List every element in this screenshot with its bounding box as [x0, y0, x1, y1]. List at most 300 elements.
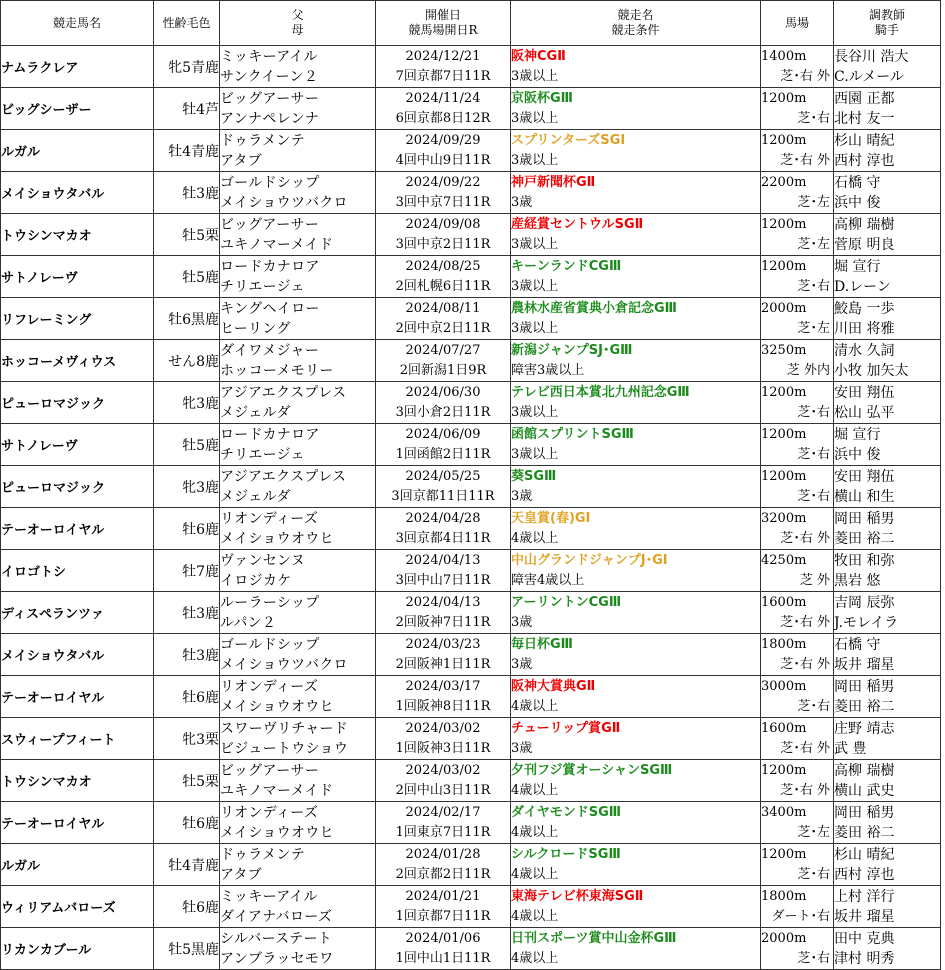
date-cell: [376, 256, 511, 298]
venue-day-race: 2回新潟1日9R: [399, 362, 487, 378]
table-row: [1, 886, 941, 928]
jockey-name: 西村 淳也: [834, 866, 895, 883]
header-dam: 母: [291, 23, 304, 37]
race-cell: [511, 844, 761, 886]
track-surface: 芝･右 外: [780, 530, 830, 546]
race-name: ダイヤモンドSGⅢ: [511, 804, 622, 820]
race-name: 夕刊フジ賞オーシャンSGⅢ: [511, 762, 673, 778]
jockey-name: 横山 和生: [834, 488, 895, 505]
course-cell: [761, 382, 834, 424]
date-cell: [376, 214, 511, 256]
date-cell: [376, 718, 511, 760]
staff-cell: [834, 172, 941, 214]
trainer-name: 長谷川 浩大: [834, 48, 909, 65]
venue-day-race: 1回中山1日11R: [395, 950, 491, 966]
track-surface: 芝･右 外: [780, 152, 830, 168]
race-condition: 4歳以上: [511, 908, 559, 924]
age-sex-color: 牝3鹿: [154, 382, 220, 424]
track-surface: 芝･左: [797, 320, 830, 336]
course-cell: [761, 592, 834, 634]
horse-name: リカンカブール: [1, 928, 154, 970]
race-condition: 障害4歳以上: [511, 572, 585, 588]
sire-name: ミッキーアイル: [220, 888, 318, 905]
horse-name: リフレーミング: [1, 298, 154, 340]
race-name: 京阪杯GⅢ: [511, 90, 573, 106]
parents-cell: [220, 88, 376, 130]
date-cell: [376, 424, 511, 466]
venue-day-race: 2回札幌6日11R: [395, 278, 491, 294]
header-sire: 父: [291, 8, 304, 22]
age-sex-color: 牡6鹿: [154, 676, 220, 718]
header-date: [376, 1, 511, 46]
race-condition: 4歳以上: [511, 866, 559, 882]
parents-cell: [220, 760, 376, 802]
parents-cell: [220, 256, 376, 298]
race-date: 2024/03/17: [405, 678, 481, 694]
header-agesex: 性齢毛色: [154, 1, 220, 46]
header-race: [511, 1, 761, 46]
course-cell: [761, 718, 834, 760]
date-cell: [376, 46, 511, 88]
course-cell: [761, 214, 834, 256]
jockey-name: D.レーン: [834, 278, 891, 295]
trainer-name: 高柳 瑞樹: [834, 216, 895, 233]
trainer-name: 吉岡 辰弥: [834, 594, 895, 611]
race-condition: 3歳: [511, 656, 533, 672]
parents-cell: [220, 718, 376, 760]
dam-name: メイショウオウヒ: [220, 530, 334, 547]
dam-name: メジェルダ: [220, 404, 291, 421]
table-row: [1, 214, 941, 256]
venue-day-race: 1回函館2日11R: [395, 446, 491, 462]
race-date: 2024/03/23: [405, 636, 481, 652]
sire-name: ドゥラメンテ: [220, 132, 306, 149]
race-date: 2024/04/13: [405, 552, 481, 568]
date-cell: [376, 886, 511, 928]
venue-day-race: 2回中山3日11R: [395, 782, 491, 798]
race-distance: 4250m: [761, 552, 807, 568]
venue-day-race: 2回京都2日11R: [395, 866, 491, 882]
race-date: 2024/11/24: [405, 90, 481, 106]
race-condition: 4歳以上: [511, 698, 559, 714]
parents-cell: [220, 508, 376, 550]
course-cell: [761, 46, 834, 88]
venue-day-race: 3回中京7日11R: [395, 194, 491, 210]
race-distance: 1800m: [761, 636, 807, 652]
staff-cell: [834, 130, 941, 172]
race-cell: [511, 466, 761, 508]
race-distance: 3250m: [761, 342, 807, 358]
jockey-name: 菱田 裕二: [834, 530, 895, 547]
horse-name: トウシンマカオ: [1, 760, 154, 802]
race-distance: 1600m: [761, 594, 807, 610]
race-date: 2024/01/28: [405, 846, 481, 862]
horse-name: ホッコーメヴィウス: [1, 340, 154, 382]
venue-day-race: 3回小倉2日11R: [395, 404, 491, 420]
staff-cell: [834, 382, 941, 424]
parents-cell: [220, 886, 376, 928]
dam-name: サンクイーン２: [220, 68, 319, 85]
race-date: 2024/09/29: [405, 132, 481, 148]
staff-cell: [834, 718, 941, 760]
race-condition: 3歳以上: [511, 320, 559, 336]
sire-name: ダイワメジャー: [220, 342, 320, 359]
race-condition: 3歳以上: [511, 236, 559, 252]
venue-day-race: 6回京都8日12R: [395, 110, 491, 126]
venue-day-race: 1回東京7日11R: [395, 824, 491, 840]
age-sex-color: 牡3鹿: [154, 172, 220, 214]
race-cell: [511, 130, 761, 172]
age-sex-color: 牡5鹿: [154, 424, 220, 466]
staff-cell: [834, 466, 941, 508]
course-cell: [761, 676, 834, 718]
date-cell: [376, 802, 511, 844]
race-date: 2024/03/02: [405, 720, 481, 736]
jockey-name: 津村 明秀: [834, 950, 895, 967]
parents-cell: [220, 298, 376, 340]
table-body: [1, 46, 941, 970]
track-surface: 芝 外内: [786, 362, 830, 378]
race-name: 葵SGⅢ: [511, 468, 557, 484]
race-date: 2024/04/28: [405, 510, 481, 526]
staff-cell: [834, 886, 941, 928]
track-surface: 芝･右: [797, 446, 830, 462]
horse-name: ルガル: [1, 844, 154, 886]
trainer-name: 安田 翔伍: [834, 468, 895, 485]
trainer-name: 清水 久詞: [834, 342, 895, 359]
date-cell: [376, 634, 511, 676]
staff-cell: [834, 340, 941, 382]
race-distance: 3200m: [761, 510, 807, 526]
dam-name: ユキノマーメイド: [220, 236, 334, 253]
race-date: 2024/05/25: [405, 468, 481, 484]
trainer-name: 上村 洋行: [834, 888, 895, 905]
staff-cell: [834, 508, 941, 550]
age-sex-color: 牡6黒鹿: [154, 298, 220, 340]
dam-name: メイショウオウヒ: [220, 698, 334, 715]
race-name: 日刊スポーツ賞中山金杯GⅢ: [511, 930, 677, 946]
jockey-name: 坂井 瑠星: [834, 908, 895, 925]
sire-name: ルーラーシップ: [220, 594, 320, 611]
race-distance: 1200m: [761, 384, 807, 400]
race-name: 函館スプリントSGⅢ: [511, 426, 634, 442]
venue-day-race: 3回京都11日11R: [391, 488, 495, 504]
horse-name: メイショウタバル: [1, 634, 154, 676]
date-cell: [376, 466, 511, 508]
sire-name: ゴールドシップ: [220, 636, 320, 653]
track-surface: 芝 外: [799, 572, 830, 588]
sire-name: リオンディーズ: [220, 804, 319, 821]
race-cell: [511, 298, 761, 340]
track-surface: 芝･左: [797, 824, 830, 840]
header-course: 馬場: [761, 1, 834, 46]
dam-name: ルパン２: [220, 614, 277, 631]
race-date: 2024/06/30: [405, 384, 481, 400]
venue-day-race: 2回阪神1日11R: [395, 656, 491, 672]
header-parents: [220, 1, 376, 46]
track-surface: 芝･右: [797, 488, 830, 504]
track-surface: 芝･右: [797, 866, 830, 882]
parents-cell: [220, 340, 376, 382]
trainer-name: 石橋 守: [834, 174, 881, 191]
race-date: 2024/08/25: [405, 258, 481, 274]
jockey-name: 川田 将雅: [834, 320, 895, 337]
race-date: 2024/03/02: [405, 762, 481, 778]
staff-cell: [834, 634, 941, 676]
dam-name: ホッコーメモリー: [220, 362, 334, 379]
jockey-name: 横山 武史: [834, 782, 895, 799]
race-cell: [511, 46, 761, 88]
parents-cell: [220, 634, 376, 676]
horse-name: サトノレーヴ: [1, 256, 154, 298]
staff-cell: [834, 424, 941, 466]
race-distance: 2200m: [761, 174, 807, 190]
table-row: [1, 802, 941, 844]
parents-cell: [220, 592, 376, 634]
dam-name: アタブ: [220, 152, 262, 169]
table-row: [1, 466, 941, 508]
venue-day-race: 7回京都7日11R: [395, 68, 491, 84]
table-row: [1, 256, 941, 298]
staff-cell: [834, 46, 941, 88]
race-condition: 4歳以上: [511, 950, 559, 966]
race-distance: 2000m: [761, 300, 807, 316]
age-sex-color: 牡4青鹿: [154, 844, 220, 886]
race-name: キーンランドCGⅢ: [511, 258, 622, 274]
race-cell: [511, 340, 761, 382]
race-condition: 3歳以上: [511, 68, 559, 84]
jockey-name: 菱田 裕二: [834, 698, 895, 715]
sire-name: ロードカナロア: [220, 426, 320, 443]
age-sex-color: 牡5鹿: [154, 256, 220, 298]
sire-name: ビッグアーサー: [220, 762, 320, 779]
sire-name: キングヘイロー: [220, 300, 320, 317]
course-cell: [761, 886, 834, 928]
table-row: [1, 508, 941, 550]
venue-day-race: 3回中山7日11R: [395, 572, 491, 588]
jockey-name: J.モレイラ: [834, 614, 899, 631]
header-horse: 競走馬名: [1, 1, 154, 46]
race-date: 2024/12/21: [405, 48, 481, 64]
race-date: 2024/08/11: [405, 300, 481, 316]
dam-name: アンナペレンナ: [220, 110, 320, 127]
trainer-name: 岡田 稲男: [834, 510, 895, 527]
sire-name: ドゥラメンテ: [220, 846, 306, 863]
parents-cell: [220, 130, 376, 172]
parents-cell: [220, 172, 376, 214]
race-condition: 3歳以上: [511, 446, 559, 462]
horse-name: ピューロマジック: [1, 382, 154, 424]
race-cell: [511, 550, 761, 592]
table-row: [1, 928, 941, 970]
table-row: [1, 88, 941, 130]
horse-name: ウィリアムバローズ: [1, 886, 154, 928]
trainer-name: 高柳 瑞樹: [834, 762, 895, 779]
race-distance: 1200m: [761, 90, 807, 106]
trainer-name: 岡田 稲男: [834, 678, 895, 695]
race-date: 2024/01/06: [405, 930, 481, 946]
course-cell: [761, 550, 834, 592]
table-row: [1, 550, 941, 592]
trainer-name: 杉山 晴紀: [834, 132, 895, 149]
horse-name: ルガル: [1, 130, 154, 172]
jockey-name: 武 豊: [834, 740, 867, 757]
date-cell: [376, 760, 511, 802]
age-sex-color: 牡3鹿: [154, 634, 220, 676]
race-distance: 1600m: [761, 720, 807, 736]
race-condition: 3歳以上: [511, 278, 559, 294]
dam-name: ヒーリング: [220, 320, 291, 337]
trainer-name: 堀 宣行: [834, 426, 881, 443]
parents-cell: [220, 676, 376, 718]
race-name: 農林水産省賞典小倉記念GⅢ: [511, 300, 677, 316]
track-surface: 芝･右: [797, 698, 830, 714]
dam-name: メジェルダ: [220, 488, 291, 505]
date-cell: [376, 130, 511, 172]
age-sex-color: 牡6鹿: [154, 802, 220, 844]
race-distance: 1200m: [761, 426, 807, 442]
sire-name: リオンディーズ: [220, 510, 319, 527]
table-header: [1, 1, 941, 46]
race-name: 毎日杯GⅢ: [511, 636, 573, 652]
parents-cell: [220, 424, 376, 466]
dam-name: チリエージェ: [220, 446, 305, 463]
race-cell: [511, 256, 761, 298]
course-cell: [761, 340, 834, 382]
race-distance: 3400m: [761, 804, 807, 820]
race-condition: 3歳以上: [511, 110, 559, 126]
jockey-name: 浜中 俊: [834, 194, 881, 211]
venue-day-race: 2回阪神7日11R: [395, 614, 491, 630]
header-staff: [834, 1, 941, 46]
race-cell: [511, 676, 761, 718]
horse-name: テーオーロイヤル: [1, 676, 154, 718]
track-surface: 芝･左: [797, 194, 830, 210]
age-sex-color: 牝3栗: [154, 718, 220, 760]
horse-name: ディスペランツァ: [1, 592, 154, 634]
staff-cell: [834, 592, 941, 634]
track-surface: ダート･右: [771, 908, 830, 924]
race-name: 阪神大賞典GⅡ: [511, 678, 596, 694]
jockey-name: 松山 弘平: [834, 404, 895, 421]
race-distance: 1200m: [761, 762, 807, 778]
table-row: [1, 760, 941, 802]
header-venue-label: 競馬場開日R: [408, 23, 478, 37]
race-cell: [511, 214, 761, 256]
sire-name: スワーヴリチャード: [220, 720, 348, 737]
trainer-name: 岡田 稲男: [834, 804, 895, 821]
parents-cell: [220, 466, 376, 508]
race-date: 2024/07/27: [405, 342, 481, 358]
header-race-label: 競走名: [617, 8, 654, 22]
race-distance: 1400m: [761, 48, 807, 64]
date-cell: [376, 298, 511, 340]
staff-cell: [834, 256, 941, 298]
date-cell: [376, 844, 511, 886]
race-distance: 1200m: [761, 216, 807, 232]
jockey-name: 菱田 裕二: [834, 824, 895, 841]
age-sex-color: 牡5栗: [154, 214, 220, 256]
race-name: テレビ西日本賞北九州記念GⅢ: [511, 384, 690, 400]
dam-name: イロジカケ: [220, 572, 292, 589]
race-name: 神戸新聞杯GⅡ: [511, 174, 596, 190]
course-cell: [761, 760, 834, 802]
track-surface: 芝･右 外: [780, 614, 830, 630]
parents-cell: [220, 550, 376, 592]
race-distance: 1200m: [761, 132, 807, 148]
race-distance: 2000m: [761, 930, 807, 946]
sire-name: ビッグアーサー: [220, 216, 320, 233]
parents-cell: [220, 802, 376, 844]
race-name: 阪神CGⅡ: [511, 48, 566, 64]
race-cell: [511, 424, 761, 466]
race-date: 2024/04/13: [405, 594, 481, 610]
venue-day-race: 2回中京2日11R: [395, 320, 491, 336]
course-cell: [761, 424, 834, 466]
race-condition: 3歳: [511, 740, 533, 756]
parents-cell: [220, 844, 376, 886]
age-sex-color: 牡6鹿: [154, 508, 220, 550]
horse-name: ナムラクレア: [1, 46, 154, 88]
sire-name: ビッグアーサー: [220, 90, 320, 107]
trainer-name: 安田 翔伍: [834, 384, 895, 401]
horse-name: ビッグシーザー: [1, 88, 154, 130]
race-cell: [511, 88, 761, 130]
horse-name: スウィープフィート: [1, 718, 154, 760]
race-condition: 障害3歳以上: [511, 362, 585, 378]
race-name: 東海テレビ杯東海SGⅡ: [511, 888, 644, 904]
table-row: [1, 130, 941, 172]
venue-day-race: 1回阪神3日11R: [395, 740, 491, 756]
race-cell: [511, 592, 761, 634]
dam-name: アンブラッセモワ: [220, 950, 334, 967]
table-row: [1, 298, 941, 340]
age-sex-color: 牡5栗: [154, 760, 220, 802]
race-name: 新潟ジャンプSJ･GⅢ: [511, 342, 633, 358]
race-distance: 1200m: [761, 258, 807, 274]
table-row: [1, 844, 941, 886]
course-cell: [761, 298, 834, 340]
race-condition: 3歳: [511, 194, 533, 210]
dam-name: ビジュートウショウ: [220, 740, 349, 757]
staff-cell: [834, 550, 941, 592]
date-cell: [376, 676, 511, 718]
race-date: 2024/02/17: [405, 804, 481, 820]
header-trainer: 調教師: [868, 8, 905, 22]
header-jockey: 騎手: [874, 23, 899, 37]
table-row: [1, 634, 941, 676]
age-sex-color: 牡3鹿: [154, 592, 220, 634]
race-condition: 3歳: [511, 614, 533, 630]
staff-cell: [834, 844, 941, 886]
date-cell: [376, 592, 511, 634]
horse-name: テーオーロイヤル: [1, 802, 154, 844]
table-row: [1, 424, 941, 466]
table-row: [1, 718, 941, 760]
jockey-name: 西村 淳也: [834, 152, 895, 169]
trainer-name: 庄野 靖志: [834, 720, 895, 737]
race-cell: [511, 634, 761, 676]
race-distance: 1200m: [761, 468, 807, 484]
staff-cell: [834, 802, 941, 844]
age-sex-color: 牝5青鹿: [154, 46, 220, 88]
race-cell: [511, 886, 761, 928]
staff-cell: [834, 214, 941, 256]
race-cell: [511, 928, 761, 970]
race-name: シルクロードSGⅢ: [511, 846, 621, 862]
venue-day-race: 3回中京2日11R: [395, 236, 491, 252]
horse-name: メイショウタバル: [1, 172, 154, 214]
